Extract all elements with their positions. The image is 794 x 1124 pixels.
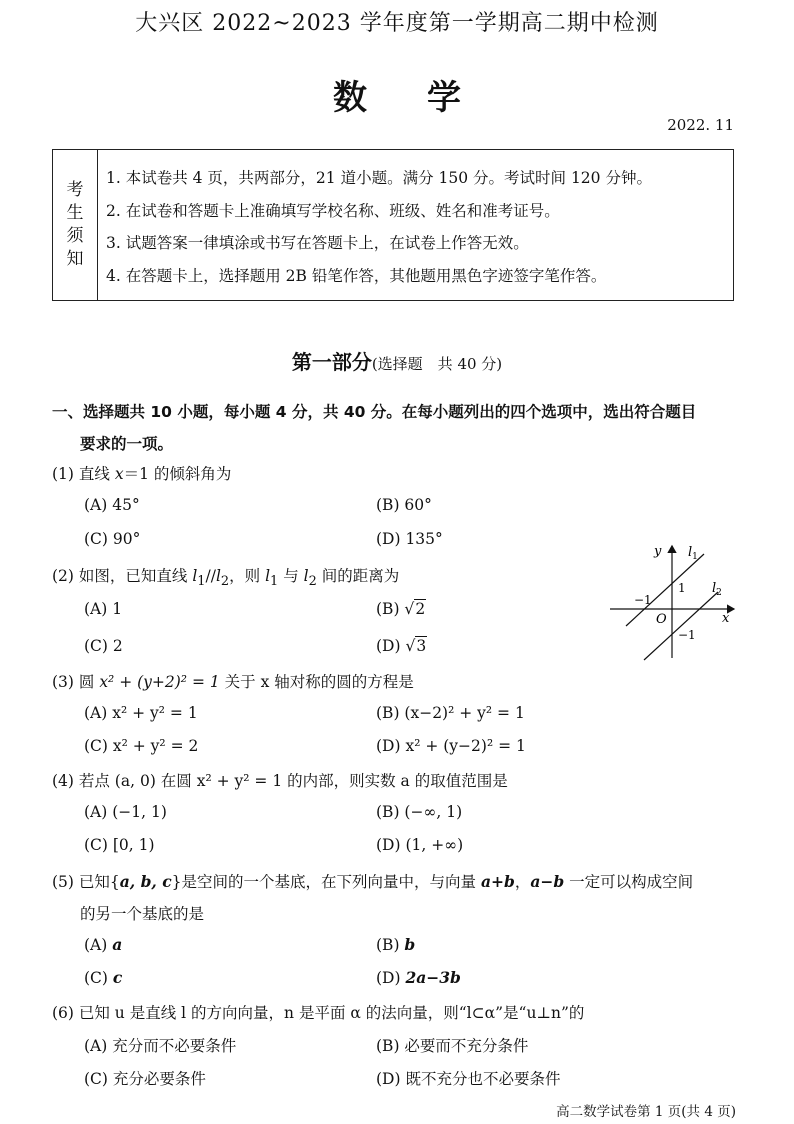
question-1-stem [52, 462, 231, 484]
q2-l1-sub: 1 [197, 574, 206, 590]
q5-basis-vectors: a, b, c [119, 872, 172, 891]
l2-label: $l_2$ [712, 581, 722, 598]
notice-label-char: 知 [66, 249, 84, 269]
exam-date: 2022. 11 [667, 116, 734, 134]
notice-box [52, 149, 734, 301]
question-4-option-a: (A) (−1, 1) [84, 803, 167, 821]
q2-and: 与 [278, 567, 304, 585]
question-4-option-b: (B) (−∞, 1) [376, 803, 463, 821]
coordinate-figure [604, 540, 744, 665]
q2-l1: l [192, 567, 198, 585]
y-axis-label: y [654, 544, 662, 559]
q3-prefix: (3) 圆 [52, 673, 100, 691]
page-footer: 高二数学试卷第 1 页(共 4 页) [556, 1104, 736, 1120]
question-5-option-b [376, 935, 415, 954]
notice-label-char: 须 [66, 226, 84, 246]
q3-suffix: 关于 x 轴对称的圆的方程是 [219, 673, 414, 691]
question-2-stem [52, 564, 399, 589]
q2-d-radicand: 3 [416, 637, 427, 655]
q5-vector-diff: a−b [530, 872, 565, 891]
question-3-option-a: (A) x² + y² = 1 [84, 704, 198, 722]
question-4-option-d: (D) (1, +∞) [376, 836, 464, 854]
q2-l2b: l [303, 567, 309, 585]
q5-vector-sum: a+b [480, 872, 515, 891]
q2-l1b: l [265, 567, 271, 585]
subject-title: 数学 [333, 78, 521, 118]
question-2-option-b [376, 600, 426, 618]
q2-b-label: (B) [376, 600, 405, 618]
notice-label-char: 生 [66, 203, 84, 223]
q5-c-label: (C) [84, 969, 113, 987]
section-heading-line1: 一、选择题共 10 小题，每小题 4 分，共 40 分。在每小题列出的四个选项中，选出符合题目 [52, 403, 697, 421]
q1-suffix: ＝1 的倾斜角为 [123, 465, 232, 483]
q2-prefix: (2) 如图，已知直线 [52, 567, 193, 585]
question-2-option-d [376, 637, 427, 655]
q5-d-label: (D) [376, 969, 406, 987]
q2-d-label: (D) [376, 637, 406, 655]
notice-item: 4. 在答题卡上，选择题用 2B 铅笔作答，其他题用黑色字迹签字笔作答。 [106, 266, 607, 285]
q5-b-label: (B) [376, 936, 405, 954]
question-5-stem-line1 [52, 870, 693, 892]
question-2-option-c: (C) 2 [84, 637, 123, 655]
question-6-option-c: (C) 充分必要条件 [84, 1070, 206, 1088]
question-6-option-b: (B) 必要而不充分条件 [376, 1037, 529, 1055]
question-3-stem [52, 670, 414, 692]
q2-b-radicand: 2 [415, 600, 426, 618]
question-5-option-a [84, 935, 122, 954]
q2-then: ，则 [229, 567, 266, 585]
question-1-option-d: (D) 135° [376, 530, 443, 548]
notice-item: 2. 在试卷和答题卡上准确填写学校名称、班级、姓名和准考证号。 [106, 201, 560, 220]
q5-post: 一定可以构成空间 [564, 873, 694, 891]
part-title [0, 346, 794, 375]
sqrt-symbol: √2 [404, 600, 426, 618]
q2-l1b-sub: 1 [270, 574, 279, 590]
tick-label-y-1: 1 [678, 581, 686, 595]
question-5-option-c [84, 968, 122, 987]
q2-suffix: 间的距离为 [316, 567, 400, 585]
notice-item: 3. 试题答案一律填涂或书写在答题卡上，在试卷上作答无效。 [106, 234, 529, 252]
q2-l2b-sub: 2 [308, 574, 317, 590]
q2-l2: l [215, 567, 221, 585]
q5-a-label: (A) [84, 936, 113, 954]
x-axis-label: x [722, 611, 730, 626]
question-3-option-d: (D) x² + (y−2)² = 1 [376, 737, 526, 755]
q5-c-vector: c [112, 968, 123, 987]
question-6-option-d: (D) 既不充分也不必要条件 [376, 1070, 561, 1088]
question-6-stem: (6) 已知 u 是直线 l 的方向向量，n 是平面 α 的法向量，则“l⊂α”是“u⊥n”的 [52, 1004, 585, 1022]
q5-d-vector: 2a−3b [405, 968, 461, 987]
question-5-stem-line2: 的另一个基底的是 [80, 905, 205, 923]
question-1-option-b: (B) 60° [376, 496, 432, 514]
q5-sep: ， [514, 873, 531, 891]
q5-pre: (5) 已知{ [52, 873, 120, 891]
q5-a-vector: a [112, 935, 123, 954]
q5-b-vector: b [404, 935, 416, 954]
sqrt-symbol: √3 [405, 637, 427, 655]
q1-prefix: (1) 直线 [52, 465, 115, 483]
q5-mid: }是空间的一个基底，在下列向量中，与向量 [171, 873, 481, 891]
q2-parallel: // [205, 567, 216, 585]
section-heading [52, 396, 752, 460]
exam-header: 大兴区 2022~2023 学年度第一学期高二期中检测 [135, 11, 659, 36]
origin-label: O [656, 612, 667, 627]
notice-label-char: 考 [66, 180, 84, 200]
notice-list [98, 150, 733, 300]
question-6-option-a: (A) 充分而不必要条件 [84, 1037, 237, 1055]
notice-item: 1. 本试卷共 4 页，共两部分，21 道小题。满分 150 分。考试时间 120 分钟。 [106, 169, 652, 187]
question-2-option-a: (A) 1 [84, 600, 123, 618]
q3-equation: x² + (y+2)² = 1 [99, 673, 220, 691]
question-3-option-c: (C) x² + y² = 2 [84, 737, 199, 755]
part-title-main: 第一部分 [291, 350, 372, 374]
tick-label-x-neg1: −1 [634, 593, 652, 607]
q1-var: x [114, 465, 124, 483]
tick-label-y-neg1: −1 [678, 628, 696, 642]
part-title-sub: (选择题 共 40 分) [371, 355, 503, 373]
q2-l2-sub: 2 [220, 574, 230, 590]
l1-label: $l_1$ [688, 545, 698, 562]
notice-label [53, 150, 98, 300]
question-5-option-d [376, 968, 461, 987]
question-1-option-c: (C) 90° [84, 530, 141, 548]
question-4-option-c: (C) [0, 1) [84, 836, 155, 854]
question-3-option-b: (B) (x−2)² + y² = 1 [376, 704, 525, 722]
question-1-option-a: (A) 45° [84, 496, 140, 514]
section-heading-line2: 要求的一项。 [80, 435, 174, 453]
question-4-stem: (4) 若点 (a, 0) 在圆 x² + y² = 1 的内部，则实数 a 的取值范围是 [52, 772, 508, 790]
